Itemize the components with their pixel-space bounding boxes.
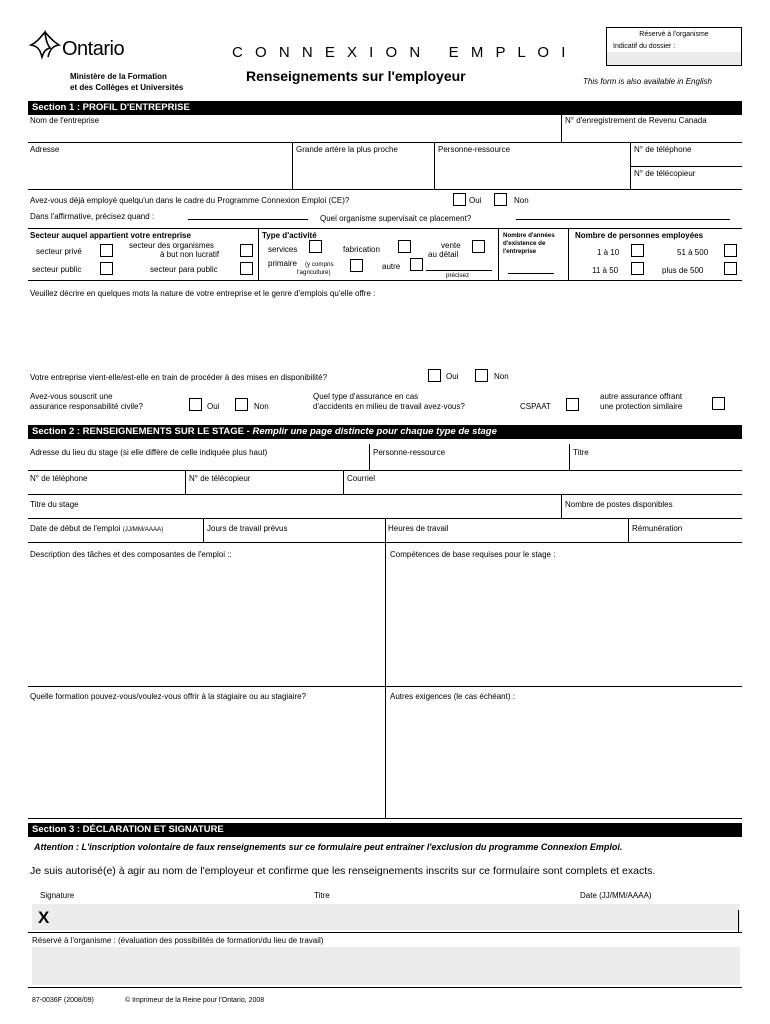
activity-manufacturing-label: fabrication	[343, 245, 380, 254]
cspaat-checkbox[interactable]	[566, 398, 579, 411]
sector-private-label: secteur privé	[36, 247, 82, 256]
placement-job-title-label: Titre	[573, 448, 589, 457]
liability-question-2: assurance responsabilité civile?	[30, 402, 143, 411]
file-indicator-field[interactable]	[607, 52, 741, 65]
layoffs-question: Votre entreprise vient-elle/est-elle en train de procéder à des mises en disponibilité?	[30, 373, 328, 382]
address-field[interactable]	[28, 156, 291, 188]
ministry-line-2: et des Collèges et Universités	[70, 83, 184, 92]
copyright: © Imprimeur de la Reine pour l'Ontario, 2008	[125, 997, 265, 1004]
years-heading-2: d'existence de	[503, 240, 546, 247]
employed-before-no-checkbox[interactable]	[494, 193, 507, 206]
activity-retail-checkbox[interactable]	[472, 240, 485, 253]
employees-heading: Nombre de personnes employées	[575, 231, 704, 240]
section-3-header: Section 3 : DÉCLARATION ET SIGNATURE	[28, 823, 742, 837]
signature-field[interactable]	[60, 904, 308, 930]
activity-services-checkbox[interactable]	[309, 240, 322, 253]
section-1-header: Section 1 : PROFIL D'ENTREPRISE	[28, 101, 742, 115]
employees-11-50-label: 11 à 50	[592, 266, 619, 275]
signer-title-field[interactable]	[312, 904, 574, 930]
years-heading-3: l'entreprise	[503, 248, 537, 255]
layoffs-yes-label: Oui	[446, 372, 459, 381]
placement-fax-label: N° de télécopieur	[189, 474, 251, 483]
fax-field[interactable]	[631, 179, 742, 188]
activity-heading: Type d'activité	[262, 231, 317, 240]
section-2-header	[28, 425, 742, 439]
signature-label: Signature	[40, 891, 75, 900]
logo-wordmark: Ontario	[62, 38, 125, 60]
liability-yes-label: Oui	[207, 402, 220, 411]
sector-nonprofit-label-2: à but non lucratif	[160, 250, 220, 259]
training-field[interactable]	[28, 704, 384, 816]
sector-parapublic-checkbox[interactable]	[240, 262, 253, 275]
describe-business-field[interactable]	[28, 300, 742, 362]
activity-other-label: autre	[382, 262, 401, 271]
if-yes-when-field[interactable]	[188, 219, 308, 220]
reserved-label: Réservé à l'organisme	[639, 31, 709, 38]
company-name-field[interactable]	[28, 126, 560, 141]
other-insurance-label-2: une protection similaire	[600, 402, 683, 411]
placement-email-field[interactable]	[344, 484, 742, 493]
accident-insurance-question-2: d'accidents en milieu de travail avez-vous?	[313, 402, 465, 411]
liability-yes-checkbox[interactable]	[189, 398, 202, 411]
liability-question-1: Avez-vous souscrit une	[30, 392, 113, 401]
sector-parapublic-label: secteur para public	[150, 265, 218, 274]
sector-public-checkbox[interactable]	[100, 262, 113, 275]
which-organization-field[interactable]	[516, 219, 730, 220]
placement-job-title-field[interactable]	[570, 458, 742, 469]
form-title: Renseignements sur l'employeur	[246, 68, 466, 84]
describe-business-label: Veuillez décrire en quelques mots la nature de votre entreprise et le genre d'emplois qu'elle offre :	[30, 289, 376, 298]
employed-before-no-label: Non	[514, 196, 529, 205]
placement-phone-field[interactable]	[28, 484, 184, 493]
reserved-assessment-label: Réservé à l'organisme : (évaluation des possibilités de formation/du lieu de travail)	[32, 936, 324, 945]
employees-11-50-checkbox[interactable]	[631, 262, 644, 275]
placement-title-label: Titre du stage	[30, 500, 79, 509]
pay-field[interactable]	[629, 533, 742, 541]
layoffs-no-checkbox[interactable]	[475, 369, 488, 382]
signature-date-label: Date (JJ/MM/AAAA)	[580, 891, 652, 900]
duties-label: Description des tâches et des composantes de l'emploi ::	[30, 550, 232, 559]
section-2-title: Section 2 : RENSEIGNEMENTS SUR LE STAGE -	[32, 426, 250, 437]
sector-public-label: secteur public	[32, 265, 82, 274]
placement-phone-label: N° de téléphone	[30, 474, 88, 483]
employees-51-500-checkbox[interactable]	[724, 244, 737, 257]
activity-specify-label: précisez	[446, 272, 470, 279]
liability-no-label: Non	[254, 402, 269, 411]
placement-email-label: Courriel	[347, 474, 376, 483]
address-label: Adresse	[30, 145, 60, 154]
which-organization-label: Quel organisme supervisait ce placement?	[320, 214, 472, 223]
other-requirements-field[interactable]	[386, 704, 742, 816]
main-street-label: Grande artère la plus proche	[296, 145, 398, 154]
activity-primary-note-2: l'agriculture)	[297, 269, 331, 276]
activity-other-checkbox[interactable]	[410, 258, 423, 271]
start-date-field[interactable]	[28, 533, 202, 541]
placement-address-field[interactable]	[28, 458, 368, 469]
reserved-box	[606, 27, 742, 66]
other-insurance-label-1: autre assurance offrant	[600, 392, 683, 401]
activity-retail-label-1: vente	[441, 241, 461, 250]
activity-services-label: services	[268, 245, 298, 254]
duties-field[interactable]	[28, 562, 384, 684]
activity-primary-label: primaire	[268, 259, 297, 268]
placement-contact-field[interactable]	[370, 458, 568, 469]
contact-person-field[interactable]	[435, 156, 629, 188]
declaration-text: Je suis autorisé(e) à agir au nom de l'employeur et confirme que les renseignements inscrits sur ce formulaire sont complets et exacts.	[30, 865, 656, 877]
employed-before-question: Avez-vous déjà employé quelqu'un dans le cadre du Programme Connexion Emploi (CE)?	[30, 196, 350, 205]
employees-51-500-label: 51 à 500	[677, 248, 709, 257]
work-hours-field[interactable]	[386, 533, 627, 541]
other-insurance-checkbox[interactable]	[712, 397, 725, 410]
placement-address-label: Adresse du lieu du stage (si elle diffère de celle indiquée plus haut)	[30, 448, 268, 457]
revenue-canada-field[interactable]	[562, 126, 742, 141]
positions-available-label: Nombre de postes disponibles	[565, 500, 673, 509]
employed-before-yes-label: Oui	[469, 196, 482, 205]
form-number: 87-0036F (2008/09)	[32, 997, 94, 1004]
skills-field[interactable]	[386, 562, 742, 684]
ontario-trillium-logo	[28, 30, 62, 60]
employed-before-yes-checkbox[interactable]	[453, 193, 466, 206]
layoffs-no-label: Non	[494, 372, 509, 381]
pay-label: Rémunération	[632, 524, 683, 533]
training-label: Quelle formation pouvez-vous/voulez-vous offrir à la stagiaire ou au stagiaire?	[30, 692, 306, 701]
start-date-format: (JJ/MM/AAAA)	[122, 526, 164, 533]
reserved-assessment-field[interactable]	[32, 947, 740, 985]
program-title: C O N N E X I O N E M P L O I	[232, 44, 570, 61]
activity-other-specify-field[interactable]	[426, 270, 492, 271]
employees-500-plus-label: plus de 500	[662, 266, 704, 275]
liability-no-checkbox[interactable]	[235, 398, 248, 411]
main-street-field[interactable]	[293, 156, 433, 188]
phone-label: N° de téléphone	[634, 145, 692, 154]
employees-1-10-checkbox[interactable]	[631, 244, 644, 257]
placement-fax-field[interactable]	[186, 484, 342, 493]
file-indicator-label: Indicatif du dossier :	[613, 43, 676, 50]
years-heading-1: Nombre d'années	[503, 232, 555, 239]
activity-primary-note-1: (y compris	[305, 261, 334, 268]
section-2-title-note: Remplir une page distincte pour chaque type de stage	[252, 426, 497, 437]
phone-field[interactable]	[631, 156, 742, 165]
sector-nonprofit-label-1: secteur des organismes	[129, 241, 214, 250]
fax-label: N° de télécopieur	[634, 169, 696, 178]
signature-date-field[interactable]	[578, 904, 738, 930]
signer-title-label: Titre	[314, 891, 330, 900]
employees-500-plus-checkbox[interactable]	[724, 262, 737, 275]
english-availability-note: This form is also available in English	[583, 77, 712, 86]
sector-heading: Secteur auquel appartient votre entreprise	[30, 231, 191, 240]
signature-x-mark: X	[38, 908, 50, 927]
positions-available-field[interactable]	[562, 509, 742, 517]
company-name-label: Nom de l'entreprise	[30, 116, 100, 125]
work-days-field[interactable]	[204, 533, 384, 541]
sector-nonprofit-checkbox[interactable]	[240, 244, 253, 257]
employees-1-10-label: 1 à 10	[597, 248, 620, 257]
if-yes-when-label: Dans l'affirmative, précisez quand :	[30, 212, 155, 221]
years-field[interactable]	[508, 273, 554, 274]
work-days-label: Jours de travail prévus	[207, 524, 288, 533]
sector-private-checkbox[interactable]	[100, 244, 113, 257]
activity-primary-checkbox[interactable]	[350, 259, 363, 272]
other-requirements-label: Autres exigences (le cas échéant) :	[390, 692, 515, 701]
activity-manufacturing-checkbox[interactable]	[398, 240, 411, 253]
work-hours-label: Heures de travail	[388, 524, 449, 533]
contact-person-label: Personne-ressource	[438, 145, 511, 154]
activity-retail-label-2: au détail	[428, 250, 459, 259]
start-date-label-text: Date de début de l'emploi	[30, 524, 121, 533]
layoffs-yes-checkbox[interactable]	[428, 369, 441, 382]
placement-title-field[interactable]	[28, 509, 560, 517]
revenue-canada-label: N° d'enregistrement de Revenu Canada	[565, 116, 707, 125]
accident-insurance-question-1: Quel type d'assurance en cas	[313, 392, 419, 401]
cspaat-label: CSPAAT	[520, 402, 551, 411]
placement-contact-label: Personne-ressource	[373, 448, 446, 457]
false-info-warning: Attention : L'inscription volontaire de faux renseignements sur ce formulaire peut entraîner l'exclusion du programme Connexion Emploi.	[34, 842, 623, 852]
ministry-line-1: Ministère de la Formation	[70, 72, 167, 81]
skills-label: Compétences de base requises pour le stage :	[390, 550, 556, 559]
